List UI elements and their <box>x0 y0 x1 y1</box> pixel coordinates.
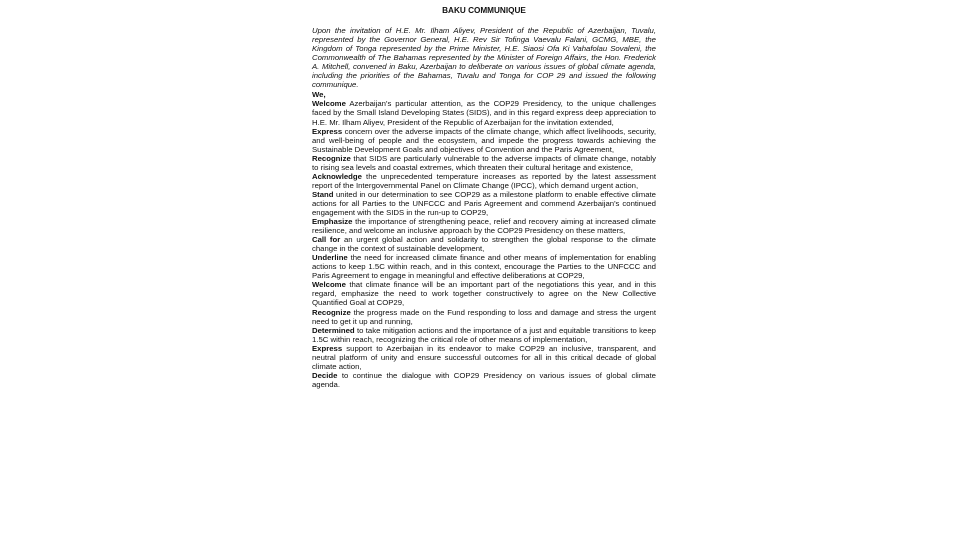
paragraph <box>312 127 656 154</box>
paragraph-lead: Welcome <box>312 280 346 290</box>
communique-page <box>312 6 656 389</box>
paragraph-text: the progress made on the Fund responding to loss and damage and stress the urgent need to get it up and running, <box>312 307 656 326</box>
paragraph-lead: Stand <box>312 189 334 199</box>
document-title: BAKU COMMUNIQUE <box>442 6 526 15</box>
paragraph <box>312 344 656 371</box>
paragraph-text: that climate finance will be an important part of the negotiations this year, and in this regard, emphasize the need to work together constructively to agree on the New Collective Quantified Goal at COP29, <box>312 280 656 308</box>
intro-paragraph: Upon the invitation of H.E. Mr. Ilham Aliyev, President of the Republic of Azerbaijan, Tuvalu, represented by the Governor General, H.E. Rev Sir Tofinga Vaevalu Falani, GCMG, MBE, the Kingdom of Tonga represented by the Prime Minister, H.E. Siaosi Ofa Ki Vahafolau Sovaleni, the Commonwealth of The Bahamas represented by the Minister of Foreign Affairs, the Hon. Frederick A. Mitchell, convened in Baku, Azerbaijan to deliberate on various issues of global climate agenda, including the priorities of the Bahamas, Tuvalu and Tonga for COP 29 and issued the following communique. <box>312 26 656 90</box>
paragraph-lead: Recognize <box>312 307 351 317</box>
we-heading: We, <box>312 90 326 100</box>
paragraph-text: an urgent global action and solidarity to strengthen the global response to the climate change in the context of sustainable development, <box>312 235 656 254</box>
paragraph-text: that SIDS are particularly vulnerable to the adverse impacts of climate change, notably to rising sea levels and coastal extremes, which threaten their cultural heritage and existence, <box>312 153 656 172</box>
paragraph <box>312 326 656 344</box>
paragraph-lead: Welcome <box>312 99 346 109</box>
paragraph-lead: Decide <box>312 370 338 380</box>
paragraph-text: united in our determination to see COP29 as a milestone platform to enable effective climate actions for all Parties to the UNFCCC and Paris Agreement and commend Azerbaijan's continued engagement with the SIDS in the run-up to COP29, <box>312 189 656 217</box>
paragraph-lead: Emphasize <box>312 217 353 227</box>
paragraph <box>312 253 656 280</box>
paragraph <box>312 190 656 217</box>
paragraph-lead: Call for <box>312 235 341 245</box>
paragraph-text: the need for increased climate finance and other means of implementation for enabling actions to keep 1.5C within reach, and in this context, encourage the Parties to the UNFCCC and Paris Agreement to engage in meaningful and effective deliberations at COP29, <box>312 253 656 281</box>
paragraph <box>312 235 656 253</box>
paragraph-text: support to Azerbaijan in its endeavor to make COP29 an inclusive, transparent, and neutral platform of unity and ensure successful outcomes for all in this critical decade of global climate action, <box>312 343 656 371</box>
paragraph <box>312 308 656 326</box>
paragraph-lead: Acknowledge <box>312 171 362 181</box>
paragraph-text: to continue the dialogue with COP29 Presidency on various issues of global climate agenda. <box>312 370 656 389</box>
paragraph-lead: Recognize <box>312 153 351 163</box>
paragraph-text: concern over the adverse impacts of the climate change, which affect livelihoods, security, and well-being of people and the ecosystem, and impede the progress towards achieving the Sustainable Development Goals and objectives of Convention and the Paris Agreement, <box>312 126 656 154</box>
paragraph <box>312 154 656 172</box>
paragraph-text: the importance of strengthening peace, relief and recovery aiming at increased climate resilience, and welcome an inclusive approach by the COP29 Presidency on these matters, <box>312 217 656 236</box>
paragraph <box>312 99 656 126</box>
paragraph <box>312 172 656 190</box>
paragraph-lead: Underline <box>312 253 348 263</box>
paragraph-text: the unprecedented temperature increases as reported by the latest assessment report of the Intergovernmental Panel on Climate Change (IPCC), which demand urgent action, <box>312 171 656 190</box>
paragraph-text: Azerbaijan's particular attention, as the COP29 Presidency, to the unique challenges faced by the Small Island Developing States (SIDS), and in this regard express deep appreciation to H.E. Mr. Ilham Aliyev, President of the Republic of Azerbaijan for the invitation extended, <box>312 99 656 127</box>
paragraph-text: to take mitigation actions and the importance of a just and equitable transitions to keep 1.5C within reach, recognizing the critical role of other means of implementation, <box>312 325 656 344</box>
paragraph-lead: Determined <box>312 325 355 335</box>
paragraph-lead: Express <box>312 126 343 136</box>
paragraph <box>312 280 656 307</box>
paragraph <box>312 217 656 235</box>
paragraph <box>312 371 656 389</box>
paragraph-lead: Express <box>312 343 343 353</box>
